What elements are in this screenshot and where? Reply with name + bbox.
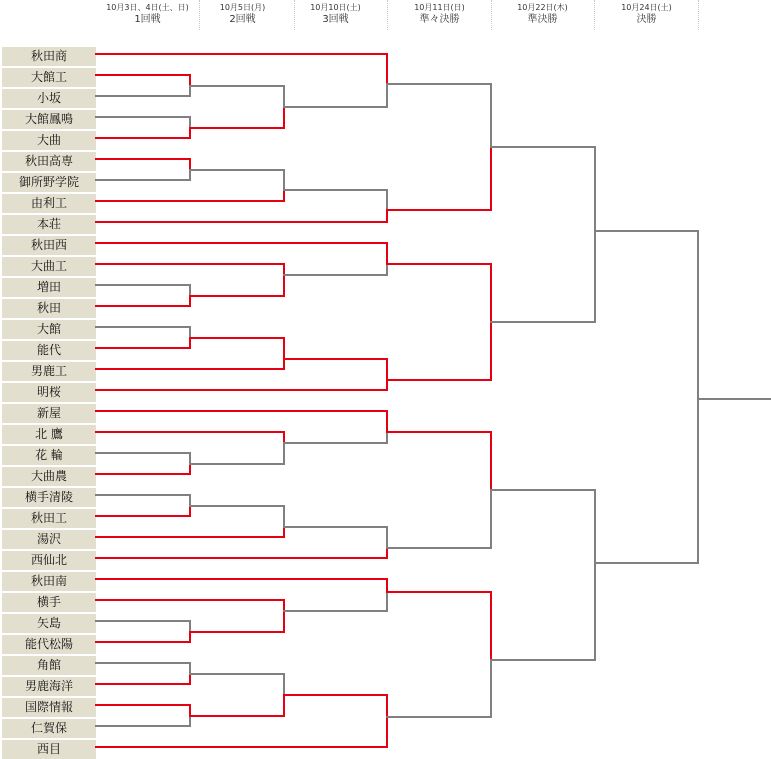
- team-label: 角館: [2, 656, 96, 675]
- bracket-line: [96, 464, 190, 474]
- bracket-line: [96, 86, 190, 96]
- team-label: 秋田南: [2, 572, 96, 591]
- team-label: 秋田高専: [2, 152, 96, 171]
- bracket-line: [96, 117, 190, 127]
- team-label: 能代: [2, 341, 96, 360]
- round-1-name: 1回戦: [134, 14, 161, 25]
- team-label: 男鹿工: [2, 362, 96, 381]
- team-label: 横手: [2, 593, 96, 612]
- bracket-line: [96, 717, 387, 747]
- bracket-line: [96, 264, 284, 274]
- bracket-line: [387, 84, 491, 146]
- team-label: 北 鷹: [2, 425, 96, 444]
- bracket-line: [284, 592, 387, 611]
- team-label: 横手清陵: [2, 488, 96, 507]
- round-2-name: 2回戦: [229, 14, 256, 25]
- bracket-line: [284, 695, 387, 716]
- bracket-line: [96, 159, 190, 169]
- bracket-line: [96, 243, 387, 263]
- bracket-line: [96, 674, 190, 684]
- bracket-line: [190, 275, 284, 296]
- team-label: 本荘: [2, 215, 96, 234]
- team-label: 新屋: [2, 404, 96, 423]
- team-label: 男鹿海洋: [2, 677, 96, 696]
- bracket-line: [284, 264, 387, 275]
- bracket-line: [96, 621, 190, 631]
- bracket-line: [190, 506, 284, 526]
- team-label: 大曲: [2, 131, 96, 150]
- bracket-line: [96, 128, 190, 138]
- bracket-line: [284, 190, 387, 209]
- team-label: 大館: [2, 320, 96, 339]
- bracket-line: [96, 527, 284, 537]
- team-label: 大館工: [2, 68, 96, 87]
- bracket-line: [595, 231, 698, 398]
- round-3-date: 10月10日(土): [310, 3, 361, 12]
- bracket-line: [96, 495, 190, 505]
- bracket-line: [190, 443, 284, 464]
- bracket-line: [284, 432, 387, 443]
- bracket-line: [491, 231, 595, 322]
- round-4-name: 準々決勝: [419, 14, 460, 25]
- round-6-date: 10月24日(土): [621, 3, 672, 12]
- team-label: 小坂: [2, 89, 96, 108]
- team-label: 明桜: [2, 383, 96, 402]
- bracket-line: [190, 695, 284, 716]
- round-5-date: 10月22日(木): [517, 3, 568, 12]
- bracket-line: [284, 527, 387, 547]
- team-label: 秋田工: [2, 509, 96, 528]
- bracket-line: [96, 705, 190, 715]
- bracket-line: [387, 264, 491, 321]
- bracket-line: [595, 399, 698, 563]
- bracket-line: [96, 75, 190, 85]
- round-5-name: 準決勝: [527, 14, 558, 25]
- team-label: 御所野学院: [2, 173, 96, 192]
- bracket-line: [387, 660, 491, 717]
- round-1-date: 10月3日、4日(土、日): [106, 3, 189, 12]
- team-label: 秋田: [2, 299, 96, 318]
- bracket-line: [190, 107, 284, 128]
- bracket-line: [96, 579, 387, 591]
- round-3-name: 3回戦: [322, 14, 349, 25]
- bracket-line: [491, 563, 595, 660]
- team-label: 秋田西: [2, 236, 96, 255]
- bracket-line: [190, 86, 284, 106]
- team-label: 湯沢: [2, 530, 96, 549]
- round-6-name: 決勝: [636, 14, 657, 25]
- round-2-date: 10月5日(月): [219, 3, 266, 12]
- bracket-line: [190, 170, 284, 189]
- team-label: 大館鳳鳴: [2, 110, 96, 129]
- bracket-line: [96, 432, 284, 442]
- bracket-line: [387, 147, 491, 210]
- bracket-line: [96, 548, 387, 558]
- team-label: 大曲工: [2, 257, 96, 276]
- bracket-line: [491, 490, 595, 562]
- bracket-line: [96, 506, 190, 516]
- team-label: 矢島: [2, 614, 96, 633]
- team-label: 大曲農: [2, 467, 96, 486]
- bracket-line: [190, 611, 284, 632]
- team-label: 国際情報: [2, 698, 96, 717]
- bracket-line: [491, 147, 595, 230]
- team-label: 西目: [2, 740, 96, 759]
- bracket-line: [96, 170, 190, 180]
- team-label: 由利工: [2, 194, 96, 213]
- bracket-line: [96, 296, 190, 306]
- bracket-line: [190, 674, 284, 694]
- bracket-line: [96, 663, 190, 673]
- bracket-line: [96, 453, 190, 463]
- bracket-line: [96, 327, 190, 337]
- bracket-line: [96, 285, 190, 295]
- team-label: 西仙北: [2, 551, 96, 570]
- bracket-line: [96, 210, 387, 222]
- team-label: 能代松陽: [2, 635, 96, 654]
- bracket-line: [96, 380, 387, 390]
- bracket-line: [284, 84, 387, 107]
- bracket-line: [96, 600, 284, 610]
- bracket-line: [387, 490, 491, 548]
- bracket-line: [284, 359, 387, 379]
- team-label: 増田: [2, 278, 96, 297]
- bracket-line: [96, 411, 387, 431]
- bracket-line: [387, 432, 491, 489]
- bracket-line: [387, 322, 491, 380]
- bracket-line: [96, 54, 387, 83]
- bracket-line: [96, 190, 284, 201]
- bracket-line: [96, 338, 190, 348]
- bracket-line: [190, 338, 284, 358]
- round-4-date: 10月11日(日): [414, 3, 465, 12]
- bracket-line: [96, 716, 190, 726]
- bracket-line: [96, 632, 190, 642]
- bracket-line: [387, 592, 491, 659]
- team-label: 仁賀保: [2, 719, 96, 738]
- team-label: 秋田商: [2, 47, 96, 66]
- bracket-line: [96, 359, 284, 369]
- team-label: 花 輪: [2, 446, 96, 465]
